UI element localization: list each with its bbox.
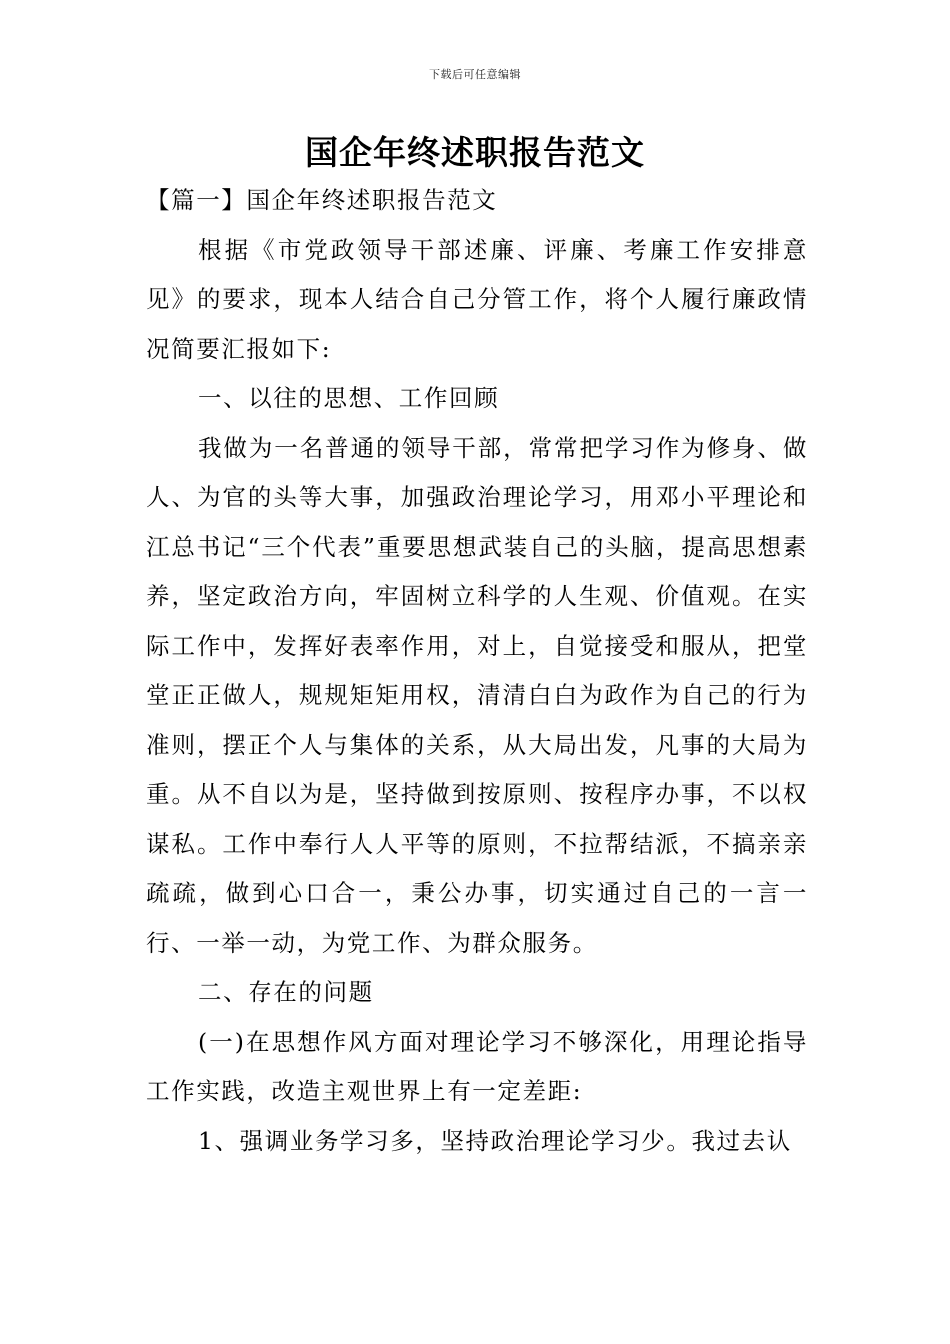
paragraph-problem-1: (一)在思想作风方面对理论学习不够深化，用理论指导工作实践，改造主观世界上有一定差距: [146,1027,808,1105]
paragraph-review: 我做为一名普通的领导干部，常常把学习作为修身、做人、为官的头等大事，加强政治理论学习，用邓小平理论和江总书记“三个代表”重要思想武装自己的头脑，提高思想素养，坚定政治方向，牢固树立科学的人生观、价值观。在实际工作中，发挥好表率作用，对上，自觉接受和服从，把堂堂正正做人，规规矩矩用权，清清白白为政作为自己的行为准则，摆正个人与集体的关系，从大局出发，凡事的大局为重。从不自以为是，坚持做到按原则、按程序办事，不以权谋私。工作中奉行人人平等的原则，不拉帮结派，不搞亲亲疏疏，做到心口合一，秉公办事，切实通过自己的一言一行、一举一动，为党工作、为群众服务。 [146,433,808,957]
header-note: 下载后可任意编辑 [429,68,521,81]
document-title: 国企年终述职报告范文 [305,133,645,172]
paragraph-heading-1: 一、以往的思想、工作回顾 [198,384,500,412]
section-heading: 【篇一】国企年终述职报告范文 [146,186,498,214]
paragraph-heading-2: 二、存在的问题 [198,978,374,1006]
paragraph-intro: 根据《市党政领导干部述廉、评廉、考廉工作安排意见》的要求，现本人结合自己分管工作，将个人履行廉政情况简要汇报如下: [146,235,808,363]
document-body [146,176,808,1166]
paragraph-problem-item-1: 1、强调业务学习多，坚持政治理论学习少。我过去认 [198,1126,792,1155]
